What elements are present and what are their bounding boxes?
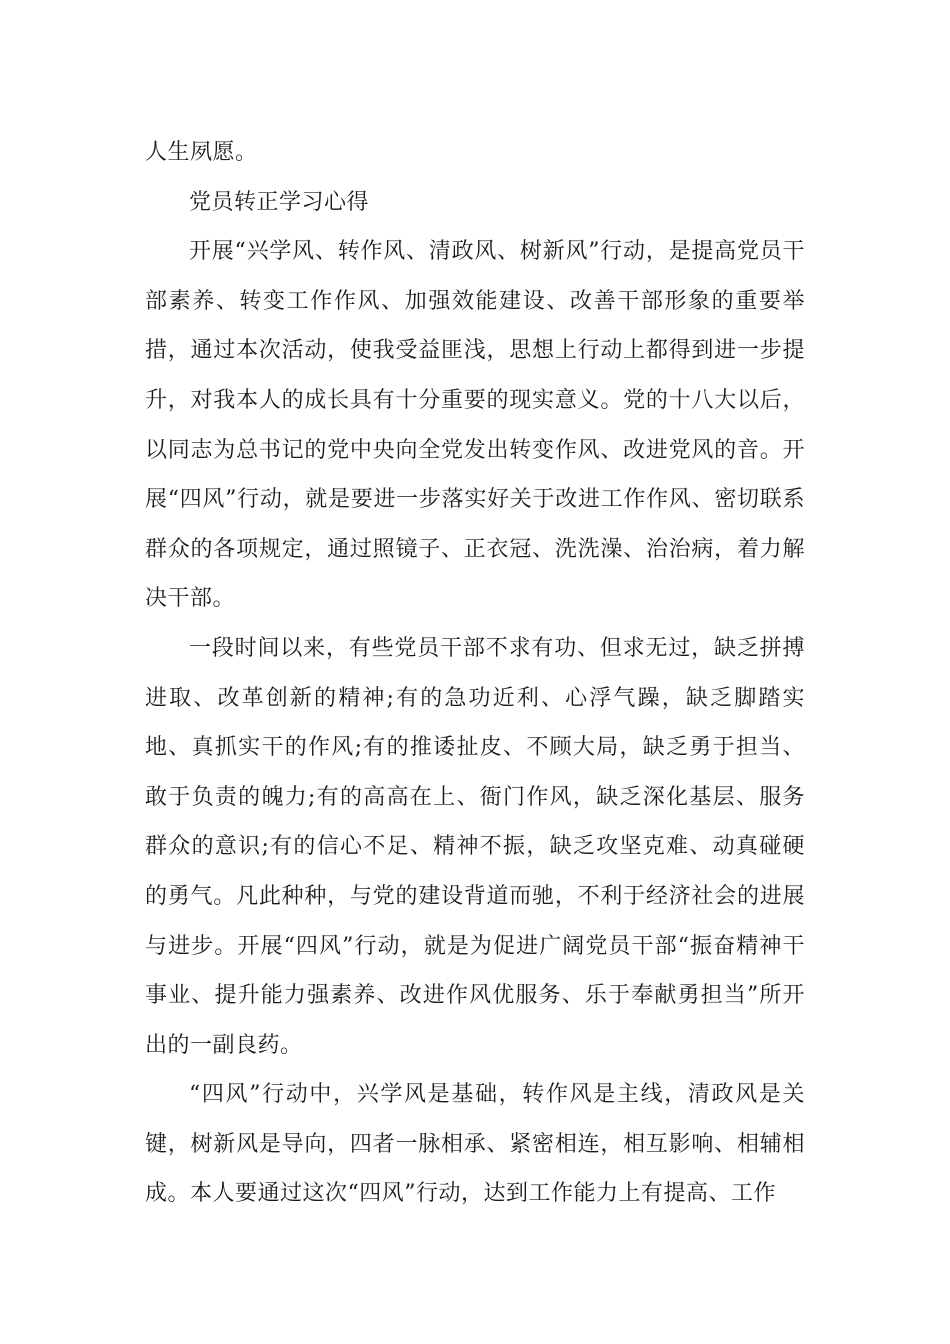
document-body xyxy=(145,128,805,1219)
paragraph-intro: 开展“兴学风、转作风、清政风、树新风”行动，是提高党员干部素养、转变工作作风、加强效能建设、改善干部形象的重要举措，通过本次活动，使我受益匪浅，思想上行动上都得到进一步提升，对我本人的成长具有十分重要的现实意义。党的十八大以后，以同志为总书记的党中央向全党发出转变作风、改进党风的音。开展“四风”行动，就是要进一步落实好关于改进工作作风、密切联系群众的各项规定，通过照镜子、正衣冠、洗洗澡、治治病，着力解决干部。 xyxy=(145,239,805,612)
paragraph-problems: 一段时间以来，有些党员干部不求有功、但求无过，缺乏拼搏进取、改革创新的精神;有的急功近利、心浮气躁，缺乏脚踏实地、真抓实干的作风;有的推诿扯皮、不顾大局，缺乏勇于担当、敢于负责的魄力;有的高高在上、衙门作风，缺乏深化基层、服务群众的意识;有的信心不足、精神不振，缺乏攻坚克难、动真碰硬的勇气。凡此种种，与党的建设背道而驰，不利于经济社会的进展与进步。开展“四风”行动，就是为促进广阔党员干部“振奋精神干事业、提升能力强素养、改进作风优服务、乐于奉献勇担当”所开出的一副良药。 xyxy=(145,635,805,1058)
section-heading: 党员转正学习心得 xyxy=(189,189,370,215)
paragraph-four-winds: “四风”行动中，兴学风是基础，转作风是主线，清政风是关键，树新风是导向，四者一脉相承、紧密相连，相互影响、相辅相成。本人要通过这次“四风”行动，达到工作能力上有提高、工作 xyxy=(145,1082,805,1207)
paragraph-closing-fragment: 人生夙愿。 xyxy=(145,140,258,165)
